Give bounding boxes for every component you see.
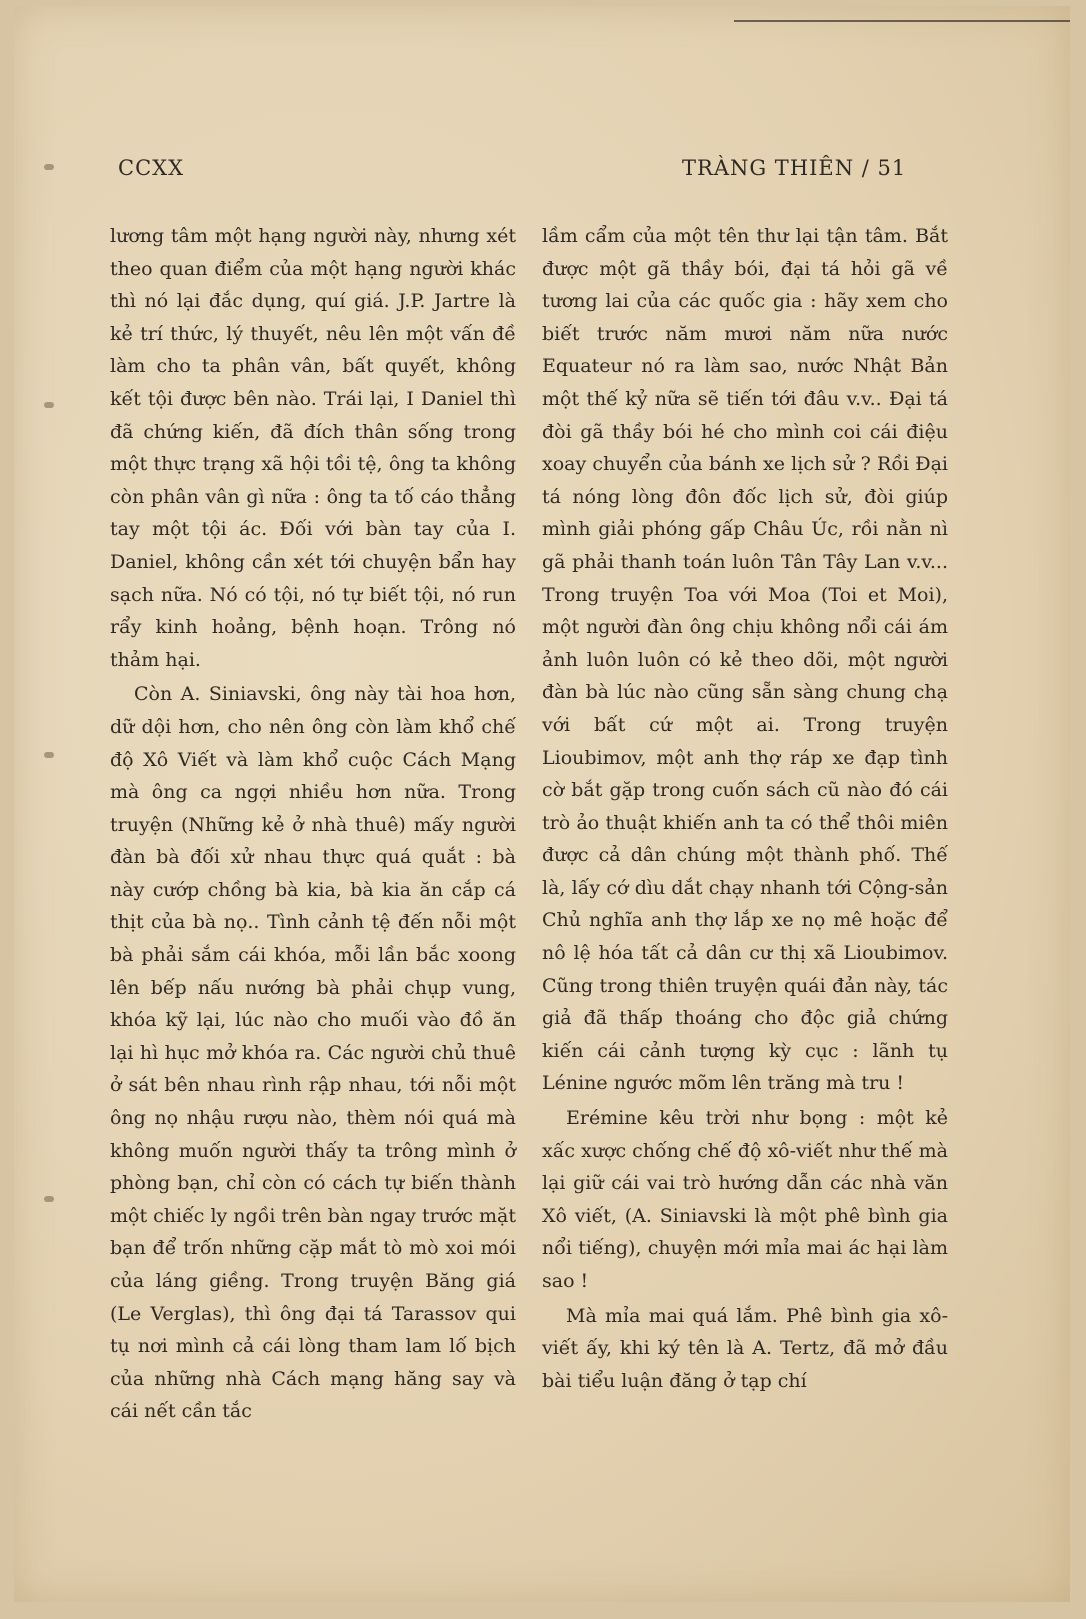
left-text-column [110, 220, 516, 1428]
page-header-left: CCXX [118, 156, 185, 180]
paragraph: Erémine kêu trời như bọng : một kẻ xấc xược chống chế độ xô-viết như thế mà lại giữ cái vai trò hướng dẫn các nhà văn Xô viết, (A. Siniavski là một phê bình gia nổi tiếng), chuyện mới mỉa mai ác hại làm sao ! [542, 1107, 948, 1292]
right-text-column [542, 220, 948, 1397]
punch-hole [44, 164, 54, 170]
top-edge-mark [734, 20, 1070, 22]
page-header-right: TRÀNG THIÊN / 51 [682, 156, 907, 180]
punch-hole [44, 402, 54, 408]
book-page [14, 6, 1070, 1602]
paragraph: Còn A. Siniavski, ông này tài hoa hơn, dữ dội hơn, cho nên ông còn làm khổ chế độ Xô Viết và làm khổ cuộc Cách Mạng mà ông ca ngợi nhiều hơn nữa. Trong truyện (Những kẻ ở nhà thuê) mấy người đàn bà đối xử nhau thực quá quắt : bà này cướp chồng bà kia, bà kia ăn cắp cá thịt của bà nọ.. Tình cảnh tệ đến nỗi một bà phải sắm cái khóa, mỗi lần bắc xoong lên bếp nấu nướng bà phải chụp vung, khóa kỹ lại, lúc nào cho muối vào đồ ăn lại hì hục mở khóa ra. Các người chủ thuê ở sát bên nhau rình rập nhau, tới nỗi một ông nọ nhậu rượu nào, thèm nói quá mà không muốn người thấy ta trông mình ở phòng bạn, chỉ còn có cách tự biến thành một chiếc ly ngồi trên bàn ngay trước mặt bạn để trốn những cặp mắt tò mò xoi mói của láng giềng. Trong truyện Băng giá (Le Verglas), thì ông đại tá Tarassov qui tụ nơi mình cả cái lòng tham lam lố bịch của những nhà Cách mạng hăng say và cái nết cần tắc [110, 683, 517, 1423]
punch-hole [44, 1196, 54, 1202]
punch-hole [44, 752, 54, 758]
paragraph: lầm cẩm của một tên thư lại tận tâm. Bắt được một gã thầy bói, đại tá hỏi gã về tương lai của các quốc gia : hãy xem cho biết trước năm mươi năm nữa nước Equateur nó ra làm sao, nước Nhật Bản một thế kỷ nữa sẽ tiến tới đâu v.v.. Đại tá đòi gã thầy bói hé cho mình coi cái điệu xoay chuyển của bánh xe lịch sử ? Rồi Đại tá nóng lòng đôn đốc lịch sử, đòi giúp mình giải phóng gấp Châu Úc, rồi nằn nì gã phải thanh toán luôn Tân Tây Lan v.v... Trong truyện Toa với Moa (Toi et Moi), một người đàn ông chịu không nổi cái ám ảnh luôn luôn có kẻ theo dõi, một người đàn bà lúc nào cũng sẵn sàng chung chạ với bất cứ một ai. Trong truyện Lioubimov, một anh thợ ráp xe đạp tình cờ bắt gặp trong cuốn sách cũ nào đó cái trò ảo thuật khiến anh ta có thể thôi miên được cả dân chúng một thành phố. Thế là, lấy cớ dìu dắt chạy nhanh tới Cộng-sản Chủ nghĩa anh thợ lắp xe nọ mê hoặc để nô lệ hóa tất cả dân cư thị xã Lioubimov. Cũng trong thiên truyện quái đản này, tác giả đã thấp thoáng cho độc giả chứng kiến cái cảnh tượng kỳ cục : lãnh tụ Lénine ngước mõm lên trăng mà tru ! [542, 225, 948, 1095]
paragraph: lương tâm một hạng người này, nhưng xét theo quan điểm của một hạng người khác thì nó lại đắc dụng, quí giá. J.P. Jartre là kẻ trí thức, lý thuyết, nêu lên một vấn đề làm cho ta phân vân, bất quyết, không kết tội được bên nào. Trái lại, I Daniel thì đã chứng kiến, đã đích thân sống trong một thực trạng xã hội tồi tệ, ông ta không còn phân vân gì nữa : ông ta tố cáo thẳng tay một tội ác. Đối với bàn tay của I. Daniel, không cần xét tới chuyện bẩn hay sạch nữa. Nó có tội, nó tự biết tội, nó run rẩy kinh hoảng, bệnh hoạn. Trông nó thảm hại. [110, 225, 516, 671]
paragraph: Mà mỉa mai quá lắm. Phê bình gia xô-viết ấy, khi ký tên là A. Tertz, đã mở đầu bài tiểu luận đăng ở tạp chí [542, 1304, 948, 1392]
